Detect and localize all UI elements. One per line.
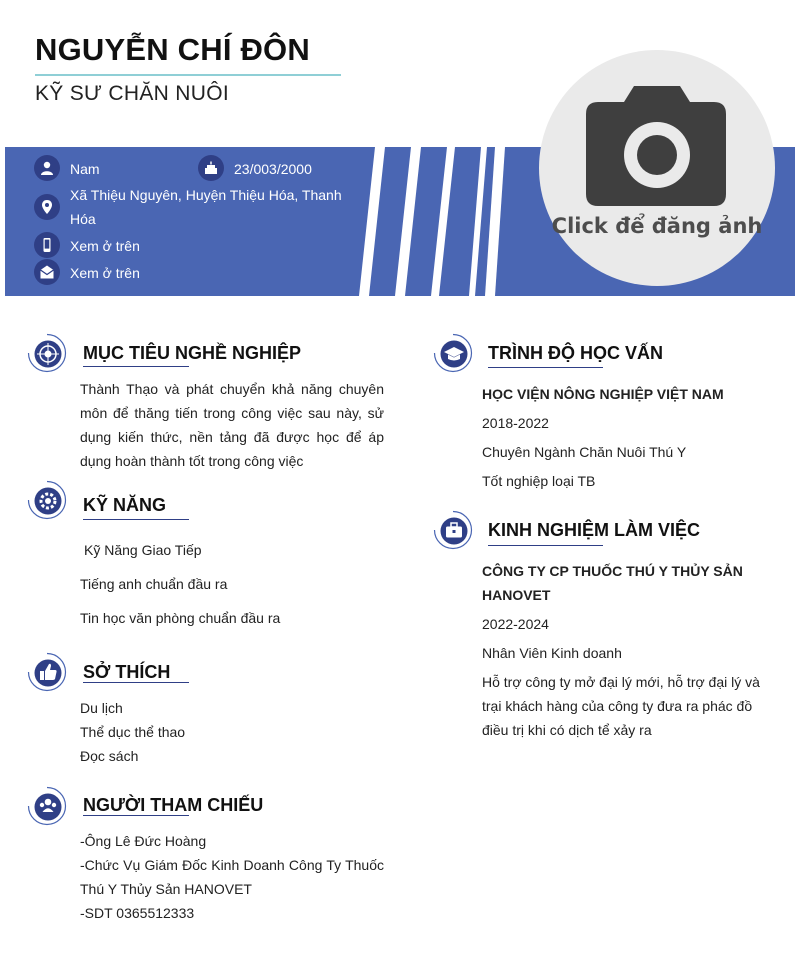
hobby-item: Thể dục thể thao: [80, 724, 186, 740]
hobbies-underline: [83, 682, 189, 683]
experience-underline: [488, 545, 603, 546]
people-icon: [27, 786, 67, 826]
education-major: Chuyên Ngành Chăn Nuôi Thú Y: [482, 444, 687, 460]
hobby-item: Du lịch: [80, 700, 123, 716]
school-name: HỌC VIỆN NÔNG NGHIỆP VIỆT NAM: [482, 386, 724, 402]
experience-role: Nhân Viên Kinh doanh: [482, 645, 622, 661]
profile-photo-upload[interactable]: [539, 50, 775, 286]
phone-icon: [34, 232, 60, 258]
hobby-item: Đọc sách: [80, 748, 139, 764]
objective-title: MỤC TIÊU NGHỀ NGHIỆP: [83, 343, 302, 363]
email-icon: [34, 259, 60, 285]
experience-period: 2022-2024: [482, 616, 549, 632]
skills-title: KỸ NĂNG: [83, 495, 167, 515]
education-period: 2018-2022: [482, 415, 549, 431]
education-underline: [488, 367, 603, 368]
candidate-name: NGUYỄN CHÍ ĐÔN: [35, 32, 310, 67]
skill-item: Kỹ Năng Giao Tiếp: [84, 542, 202, 558]
experience-title: KINH NGHIỆM LÀM VIỆC: [488, 520, 701, 540]
skill-item: Tiếng anh chuẩn đầu ra: [80, 576, 228, 592]
company-name: CÔNG TY CP THUỐC THÚ Y THỦY SẢN HANOVET: [482, 563, 743, 603]
skills-underline: [83, 519, 189, 520]
education-title: TRÌNH ĐỘ HỌC VẤN: [488, 343, 663, 363]
gender-icon: [34, 155, 60, 181]
objective-text: Thành Thạo và phát chuyển khả năng chuyên môn để thăng tiến trong công việc sau này, sử dụng kiến thức, nền tảng đã được học để áp dụng hoàn thành tốt trong công việc: [80, 381, 384, 469]
reference-person: -Ông Lê Đức Hoàng: [80, 833, 207, 849]
email-text: Xem ở trên: [70, 265, 140, 281]
skill-item: Tin học văn phòng chuẩn đầu ra: [80, 610, 281, 626]
briefcase-icon: [433, 510, 473, 550]
references-underline: [83, 815, 189, 816]
thumbs-up-icon: [27, 652, 67, 692]
phone-text: Xem ở trên: [70, 238, 140, 254]
education-grade: Tốt nghiệp loại TB: [482, 473, 596, 489]
gender-text: Nam: [70, 161, 100, 177]
camera-icon: [586, 86, 728, 208]
experience-description: Hỗ trợ công ty mở đại lý mới, hỗ trợ đại lý và trại khách hàng của công ty đưa ra phác đồ điều trị khi có dịch tể xảy ra: [482, 674, 760, 738]
photo-upload-label: Click để đăng ảnh: [551, 214, 763, 238]
birthday-text: 23/003/2000: [234, 161, 312, 177]
target-icon: [27, 333, 67, 373]
gear-icon: [27, 480, 67, 520]
address-text: Xã Thiệu Nguyên, Huyện Thiệu Hóa, Thanh Hóa: [70, 187, 342, 227]
objective-underline: [83, 366, 189, 367]
birthday-cake-icon: [198, 155, 224, 181]
location-pin-icon: [34, 194, 60, 220]
job-title: KỸ SƯ CHĂN NUÔI: [35, 82, 229, 105]
reference-phone: -SDT 0365512333: [80, 905, 195, 921]
reference-position: -Chức Vụ Giám Đốc Kinh Doanh Công Ty Thuốc Thú Y Thủy Sản HANOVET: [80, 857, 384, 897]
graduation-cap-icon: [433, 333, 473, 373]
hobbies-title: SỞ THÍCH: [83, 662, 171, 682]
references-title: NGƯỜI THAM CHIẾU: [83, 795, 264, 815]
name-underline: [35, 74, 341, 76]
